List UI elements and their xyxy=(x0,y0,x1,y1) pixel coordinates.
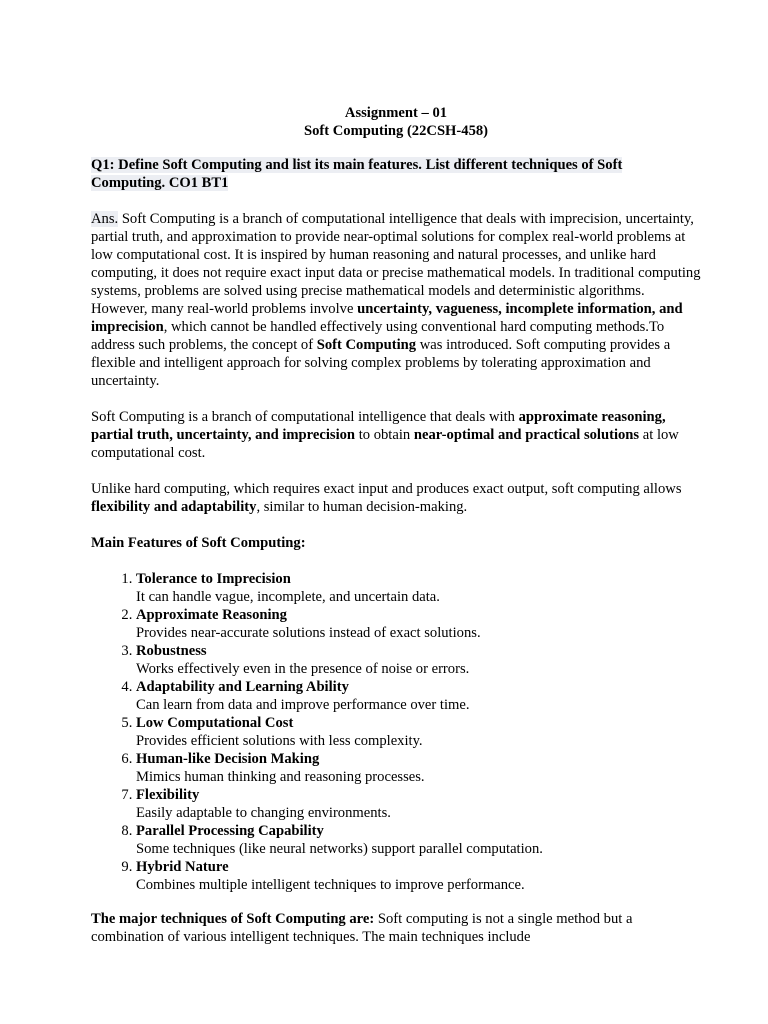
answer-text: to obtain xyxy=(355,427,414,443)
document-page xyxy=(91,104,701,946)
answer-paragraph-3 xyxy=(91,480,701,516)
feature-item xyxy=(136,858,701,894)
feature-title: Tolerance to Imprecision xyxy=(136,571,291,587)
answer-text: , similar to human decision-making. xyxy=(256,499,468,515)
feature-desc: It can handle vague, incomplete, and uncertain data. xyxy=(136,589,440,605)
answer-label: Ans. xyxy=(91,211,119,227)
answer-bold: approximate reasoning, partial truth, uncertainty, and imprecision xyxy=(91,409,666,443)
feature-item xyxy=(136,714,701,750)
feature-desc: Can learn from data and improve performance over time. xyxy=(136,697,470,713)
feature-item xyxy=(136,750,701,786)
techniques-lead: The major techniques of Soft Computing are: xyxy=(91,911,375,927)
answer-text: , which cannot be handled effectively using conventional hard computing methods.To address such problems, the concept of xyxy=(91,319,665,353)
answer-text: at low computational cost. xyxy=(91,427,679,461)
feature-desc: Works effectively even in the presence of noise or errors. xyxy=(136,661,470,677)
answer-bold: flexibility and adaptability xyxy=(91,499,257,515)
feature-item xyxy=(136,606,701,642)
feature-item xyxy=(136,822,701,858)
feature-desc: Provides near-accurate solutions instead of exact solutions. xyxy=(136,625,481,641)
feature-item xyxy=(136,786,701,822)
feature-desc: Combines multiple intelligent techniques to improve performance. xyxy=(136,877,525,893)
answer-bold: near-optimal and practical solutions xyxy=(413,427,640,443)
feature-title: Robustness xyxy=(136,643,207,659)
assignment-title: Assignment – 01 xyxy=(344,105,448,121)
feature-item xyxy=(136,678,701,714)
question-line-1: Q1: Define Soft Computing and list its main features. List different techniques of Soft xyxy=(91,157,623,173)
feature-desc: Mimics human thinking and reasoning processes. xyxy=(136,769,425,785)
feature-title: Parallel Processing Capability xyxy=(136,823,324,839)
question-line-2: Computing. CO1 BT1 xyxy=(91,175,229,191)
answer-text: Soft Computing is a branch of computational intelligence that deals with imprecision, uncertainty, partial truth, and approximation to provide near-optimal solutions for complex real-world problems at low computational cost. It is inspired by human reasoning and natural processes, and unlike hard computing, it does not require exact input data or precise mathematical models. In traditional computing systems, problems are solved using precise mathematical models and deterministic algorithms. However, many real-world problems involve xyxy=(91,211,701,317)
answer-text: was introduced. Soft computing provides a flexible and intelligent approach for solving complex problems by tolerating approximation and uncertainty. xyxy=(91,337,671,389)
feature-title: Hybrid Nature xyxy=(136,859,229,875)
answer-paragraph-1 xyxy=(91,210,701,390)
feature-title: Human-like Decision Making xyxy=(136,751,320,767)
feature-title: Flexibility xyxy=(136,787,200,803)
feature-title: Adaptability and Learning Ability xyxy=(136,679,349,695)
feature-desc: Provides efficient solutions with less complexity. xyxy=(136,733,423,749)
feature-desc: Some techniques (like neural networks) support parallel computation. xyxy=(136,841,543,857)
course-title: Soft Computing (22CSH-458) xyxy=(303,123,489,139)
feature-desc: Easily adaptable to changing environments. xyxy=(136,805,391,821)
answer-text: Unlike hard computing, which requires exact input and produces exact output, soft computing allows xyxy=(91,481,682,497)
answer-text: Soft Computing is a branch of computational intelligence that deals with xyxy=(91,409,519,425)
question-text xyxy=(91,156,701,192)
answer-bold: uncertainty, vagueness, incomplete information, and imprecision xyxy=(91,301,683,335)
techniques-text: Soft computing is not a single method but a combination of various intelligent techniques. The main techniques include xyxy=(91,911,633,945)
answer-bold: Soft Computing xyxy=(316,337,417,353)
feature-item xyxy=(136,642,701,678)
feature-title: Low Computational Cost xyxy=(136,715,294,731)
feature-item xyxy=(136,570,701,606)
features-list xyxy=(91,570,701,894)
feature-title: Approximate Reasoning xyxy=(136,607,287,623)
features-heading: Main Features of Soft Computing: xyxy=(91,535,306,551)
answer-paragraph-2 xyxy=(91,408,701,462)
techniques-paragraph xyxy=(91,910,701,946)
